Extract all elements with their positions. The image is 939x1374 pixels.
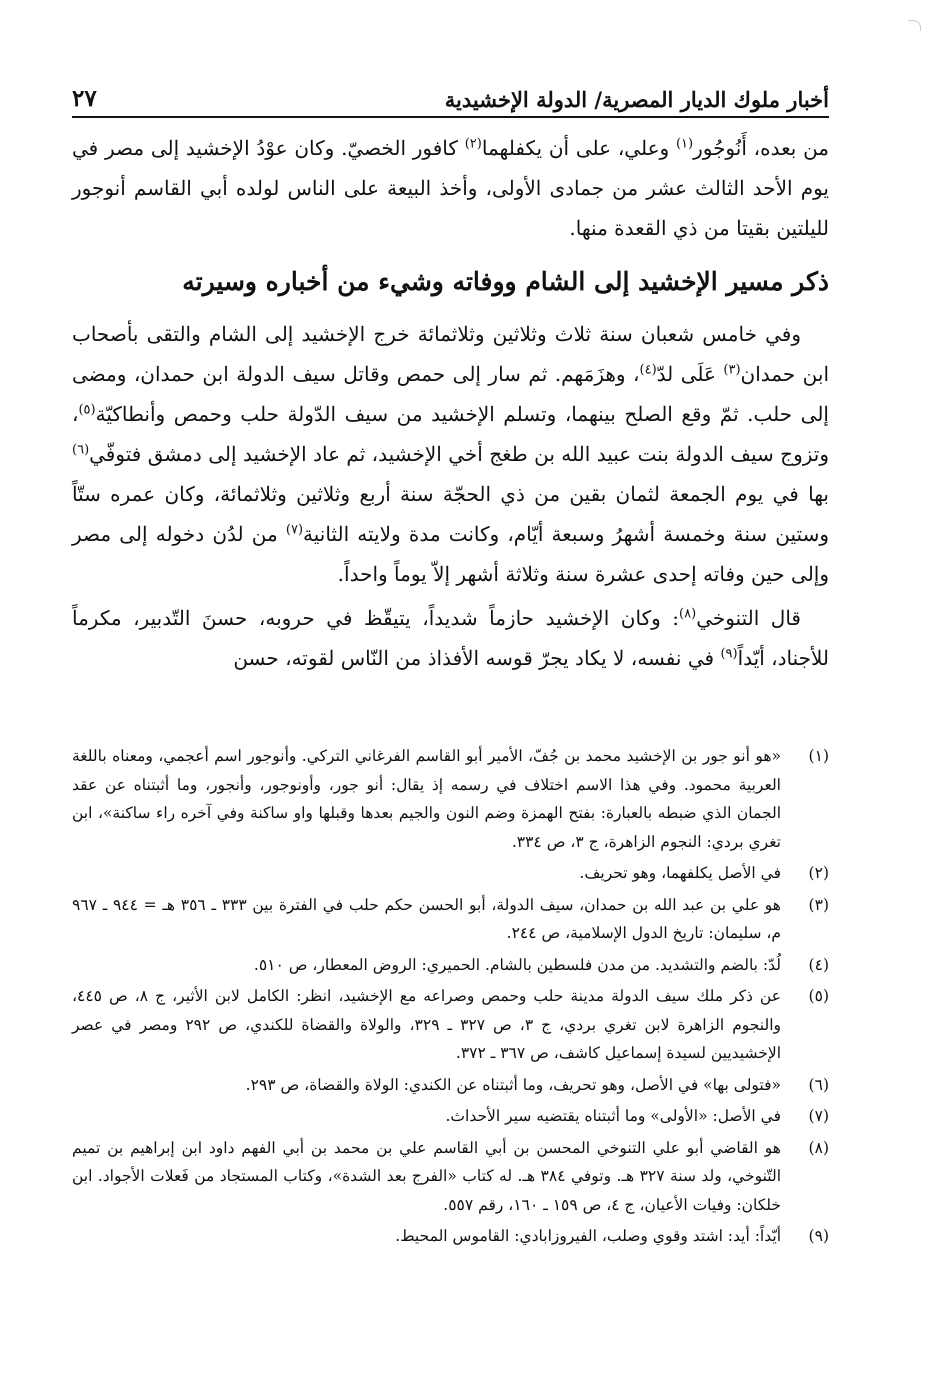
text-run: بها في يوم الجمعة لثمان بقين من ذي الحجّة سنة أربع وثلاثين وثلاثمائة، وكان عمره ستّاً وستين سنة وخمسة أشهرُ وسبعة أيّام، وكانت مدة ولايته الثانية <box>72 482 829 546</box>
footnote-item <box>72 1071 829 1100</box>
footnote-item <box>72 891 829 948</box>
page-number: ٢٧ <box>72 85 97 112</box>
text-run: في نفسه، لا يكاد يجرّ قوسه الأفذاذ من النّاس لقوته، حسن <box>233 646 721 670</box>
footnote-ref-7[interactable]: (٧) <box>285 522 304 538</box>
running-header <box>72 78 829 118</box>
text-run: عَلَى لدّ <box>656 362 724 386</box>
footnote-number: (٥) <box>808 987 829 1005</box>
footnote-ref-2[interactable]: (٢) <box>464 136 482 152</box>
footnote-item <box>72 982 829 1068</box>
text-run: ، وهزَمَهم. ثم سار إلى حمص وقاتل سيف الدولة ابن حمدان، ومضى إلى حلب. ثمّ وقع الصلح بينهما، وتسلم الإخشيد من سيف الدّولة حلب وحمص وأنطاكيّة <box>72 362 829 426</box>
footnote-number: (١) <box>808 747 829 765</box>
text-run: وعلي، على أن يكفلهما <box>481 136 676 160</box>
text-run: وفي خامس شعبان سنة ثلاث وثلاثين وثلاثمائة خرج الإخشيد إلى الشام والتقى بأصحاب ابن حمدان <box>72 322 830 386</box>
intro-paragraph <box>72 128 829 248</box>
footnote-text: «هو أنو جور بن الإخشيد محمد بن جُفّ، الأمير أبو القاسم الفرغاني التركي. وأنوجور اسم أعجمي، ومعناه باللغة العربية محمود. وفي هذا الاسم اختلاف في رسمه إذ يقال: أنو جور، وأونوجور، وأنجور، وما أثبتناه عن عقد الجمان الذي ضبطه بالعبارة: بفتح الهمزة وضم النون والجيم بعدها وقبلها واو ساكنة وفي آخره راء ساكنة»، ابن تغري بردي: النجوم الزاهرة، ج ٣، ص ٣٣٤. <box>72 747 781 851</box>
footnote-item <box>72 859 829 888</box>
footnote-text: «فتولى بها» في الأصل، وهو تحريف، وما أثبتناه عن الكندي: الولاة والقضاة، ص ٢٩٣. <box>245 1075 781 1094</box>
main-text <box>72 128 829 678</box>
footnote-ref-4[interactable]: (٤) <box>639 362 657 378</box>
footnote-item <box>72 1222 829 1251</box>
footnote-number: (٨) <box>808 1138 829 1157</box>
footnote-number: (٧) <box>808 1107 829 1125</box>
footnote-item <box>72 742 829 856</box>
text-run: من لدُن دخوله إلى مصر وإلى حين وفاته إحدى عشرة سنة وثلاثة أشهر إلاّ يوماً واحداً. <box>72 522 829 586</box>
footnote-number: (٩) <box>808 1227 829 1245</box>
paragraph-1 <box>72 314 829 594</box>
footnote-text: هو علي بن عبد الله بن حمدان، سيف الدولة، أبو الحسن حكم حلب في الفترة بين ٣٣٣ ـ ٣٥٦ هـ = ٩٤٤ ـ ٩٦٧ م، سليمان: تاريخ الدول الإسلامية، ص ٢٤٤. <box>72 895 781 942</box>
footnote-ref-1[interactable]: (١) <box>675 136 694 152</box>
footnote-ref-3[interactable]: (٣) <box>723 362 741 378</box>
running-title: أخبار ملوك الديار المصرية/ الدولة الإخشيدية <box>444 87 829 112</box>
footnote-number: (٢) <box>808 864 829 882</box>
footnote-text: لُدّ: بالضم والتشديد. من مدن فلسطين بالشام. الحميري: الروض المعطار، ص ٥١٠. <box>253 955 781 974</box>
footnote-number: (٣) <box>808 895 829 914</box>
text-run: : وكان الإخشيد حازماً شديداً، يتيقّظ في حروبه، حسنَ التّدبير، مكرماً للأجناد، أيّداً <box>72 606 829 670</box>
footnote-ref-9[interactable]: (٩) <box>720 646 738 662</box>
paragraph-2 <box>72 598 829 678</box>
text-run: قال التنوخي <box>696 606 801 630</box>
footnotes-section <box>72 742 829 1254</box>
text-run: من بعده، أَنُوجُور <box>693 136 830 160</box>
footnote-text: عن ذكر ملك سيف الدولة مدينة حلب وحمص وصراعه مع الإخشيد، انظر: الكامل لابن الأثير، ج ٨، ص ٤٤٥، والنجوم الزاهرة لابن تغري بردي، ج ٣، ص ٣٢٧ ـ ٣٢٩، والولاة والقضاة للكندي، ص ٢٩٢ ومصر في عصر الإخشيديين لسيدة إسماعيل كاشف، ص ٣٦٧ ـ ٣٧٢. <box>72 987 781 1062</box>
footnote-text: في الأصل: «الأولى» وما أثبتناه يقتضيه سير الأحداث. <box>445 1107 781 1125</box>
text-run: ، وتزوج سيف الدولة بنت عبيد الله بن طغج أخي الإخشيد، ثم عاد الإخشيد إلى دمشق فتوفّي <box>72 402 829 466</box>
footnote-number: (٤) <box>808 955 829 974</box>
footnote-text: هو القاضي أبو علي التنوخي المحسن بن أبي القاسم علي بن محمد بن أبي الفهم داود ابن إبراهيم بن تميم التّنوخي، ولد سنة ٣٢٧ هـ. وتوفي ٣٨٤ هـ. له كتاب «الفرج بعد الشدة»، وكتاب المستجاد من فَعلات الأجواد. ابن خلكان: وفيات الأعيان، ج ٤، ص ١٥٩ ـ ١٦٠، رقم ٥٥٧. <box>72 1138 781 1214</box>
footnote-item <box>72 1134 829 1220</box>
footnote-text: أيّداً: أيد: اشتد وقوي وصلب، الفيروزابادي: القاموس المحيط. <box>395 1227 781 1245</box>
footnote-ref-6[interactable]: (٦) <box>72 442 90 458</box>
section-heading: ذكر مسير الإخشيد إلى الشام ووفاته وشيء من أخباره وسيرته <box>182 267 829 296</box>
book-page <box>72 78 829 1334</box>
footnote-item <box>72 951 829 980</box>
text-run: كافور الخصيّ. وكان عوْدُ الإخشيد إلى مصر في يوم الأحد الثالث عشر من جمادى الأولى، وأخذ البيعة على الناس لولده أبي القاسم أنوجور لليلتين بقيتا من ذي القعدة منها. <box>72 136 829 240</box>
footnote-text: في الأصل يكلفهما، وهو تحريف. <box>579 864 781 882</box>
footnote-ref-5[interactable]: (٥) <box>78 402 96 418</box>
scan-corner-mark <box>908 20 921 31</box>
footnote-ref-8[interactable]: (٨) <box>679 606 697 622</box>
footnote-number: (٦) <box>808 1075 829 1094</box>
footnote-item <box>72 1102 829 1131</box>
